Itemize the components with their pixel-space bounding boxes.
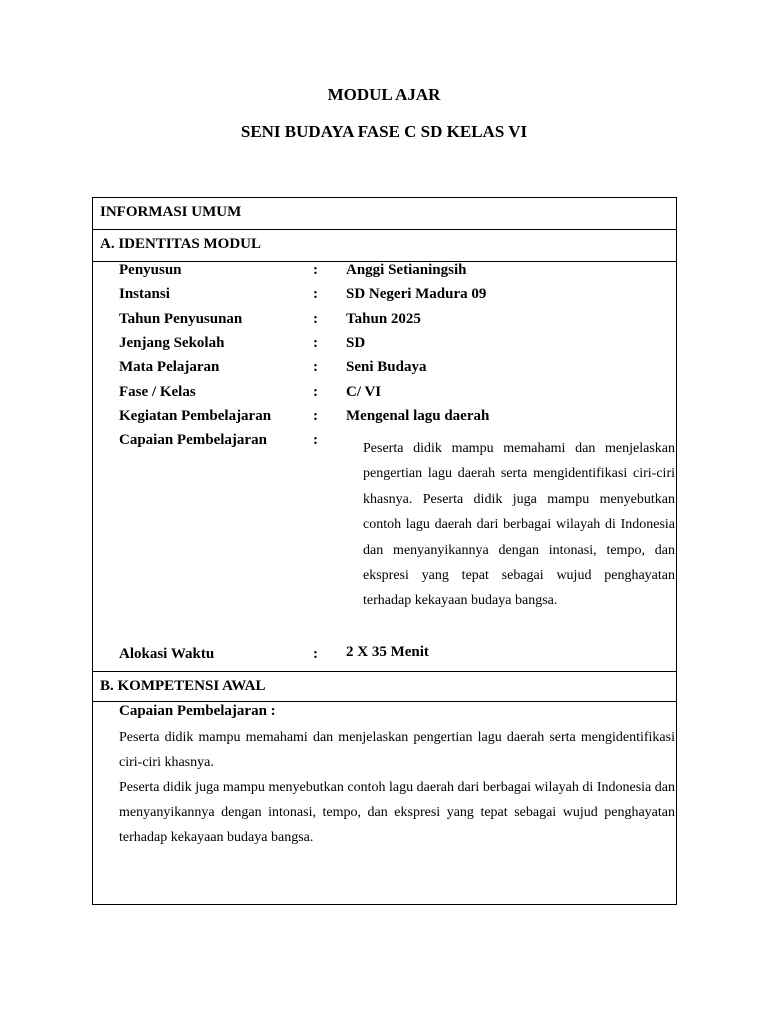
colon: : xyxy=(313,432,318,448)
capaian-pembelajaran-text: Peserta didik mampu memahami dan menjelaskan pengertian lagu daerah serta mengidentifikasi ciri-ciri khasnya. Peserta didik juga mampu menyebutkan contoh lagu daerah dari berbagai wilayah di Indonesia dan menyanyikannya dengan intonasi, tempo, dan ekspresi yang tepat sebagai wujud penghayatan terhadap kekayaan budaya bangsa. xyxy=(363,441,675,609)
identity-label: Fase / Kelas xyxy=(119,384,196,400)
kompetensi-awal-heading: B. KOMPETENSI AWAL xyxy=(100,678,266,694)
kompetensi-paragraph: Peserta didik juga mampu menyebutkan contoh lagu daerah dari berbagai wilayah di Indonesia dan menyanyikannya dengan intonasi, tempo, dan ekspresi yang tepat sebagai wujud penghayatan terhadap kekayaan budaya bangsa. xyxy=(119,780,675,845)
informasi-umum-heading: INFORMASI UMUM xyxy=(100,204,242,220)
identity-label: Mata Pelajaran xyxy=(119,359,220,375)
identity-value: Tahun 2025 xyxy=(346,311,421,327)
identitas-modul-heading: A. IDENTITAS MODUL xyxy=(100,236,261,252)
identity-value: Mengenal lagu daerah xyxy=(346,408,490,424)
identity-label: Alokasi Waktu xyxy=(119,646,215,662)
identity-value: C/ VI xyxy=(346,384,382,400)
identity-label: Penyusun xyxy=(119,262,182,278)
identity-value: SD xyxy=(346,335,366,351)
divider xyxy=(93,671,676,672)
identity-label: Tahun Penyusunan xyxy=(119,311,243,327)
colon: : xyxy=(313,408,318,424)
colon: : xyxy=(313,384,318,400)
kompetensi-subheading: Capaian Pembelajaran : xyxy=(119,703,276,719)
colon: : xyxy=(313,311,318,327)
divider xyxy=(93,229,676,230)
identity-value: Anggi Setianingsih xyxy=(346,262,467,278)
colon: : xyxy=(313,646,318,662)
colon: : xyxy=(313,286,318,302)
colon: : xyxy=(313,335,318,351)
divider xyxy=(93,701,676,702)
colon: : xyxy=(313,262,318,278)
identity-value: Seni Budaya xyxy=(346,359,427,375)
identity-value: SD Negeri Madura 09 xyxy=(346,286,487,302)
colon: : xyxy=(313,359,318,375)
identity-label: Jenjang Sekolah xyxy=(119,335,225,351)
kompetensi-paragraph: Peserta didik mampu memahami dan menjelaskan pengertian lagu daerah serta mengidentifikasi ciri-ciri khasnya. xyxy=(119,730,675,770)
document-title: MODUL AJAR xyxy=(327,85,441,104)
identity-label: Instansi xyxy=(119,286,170,302)
document-subtitle: SENI BUDAYA FASE C SD KELAS VI xyxy=(240,122,528,141)
module-table xyxy=(92,197,677,905)
identity-value: 2 X 35 Menit xyxy=(346,644,429,660)
identity-label: Kegiatan Pembelajaran xyxy=(119,408,272,424)
identity-label: Capaian Pembelajaran xyxy=(119,432,267,448)
